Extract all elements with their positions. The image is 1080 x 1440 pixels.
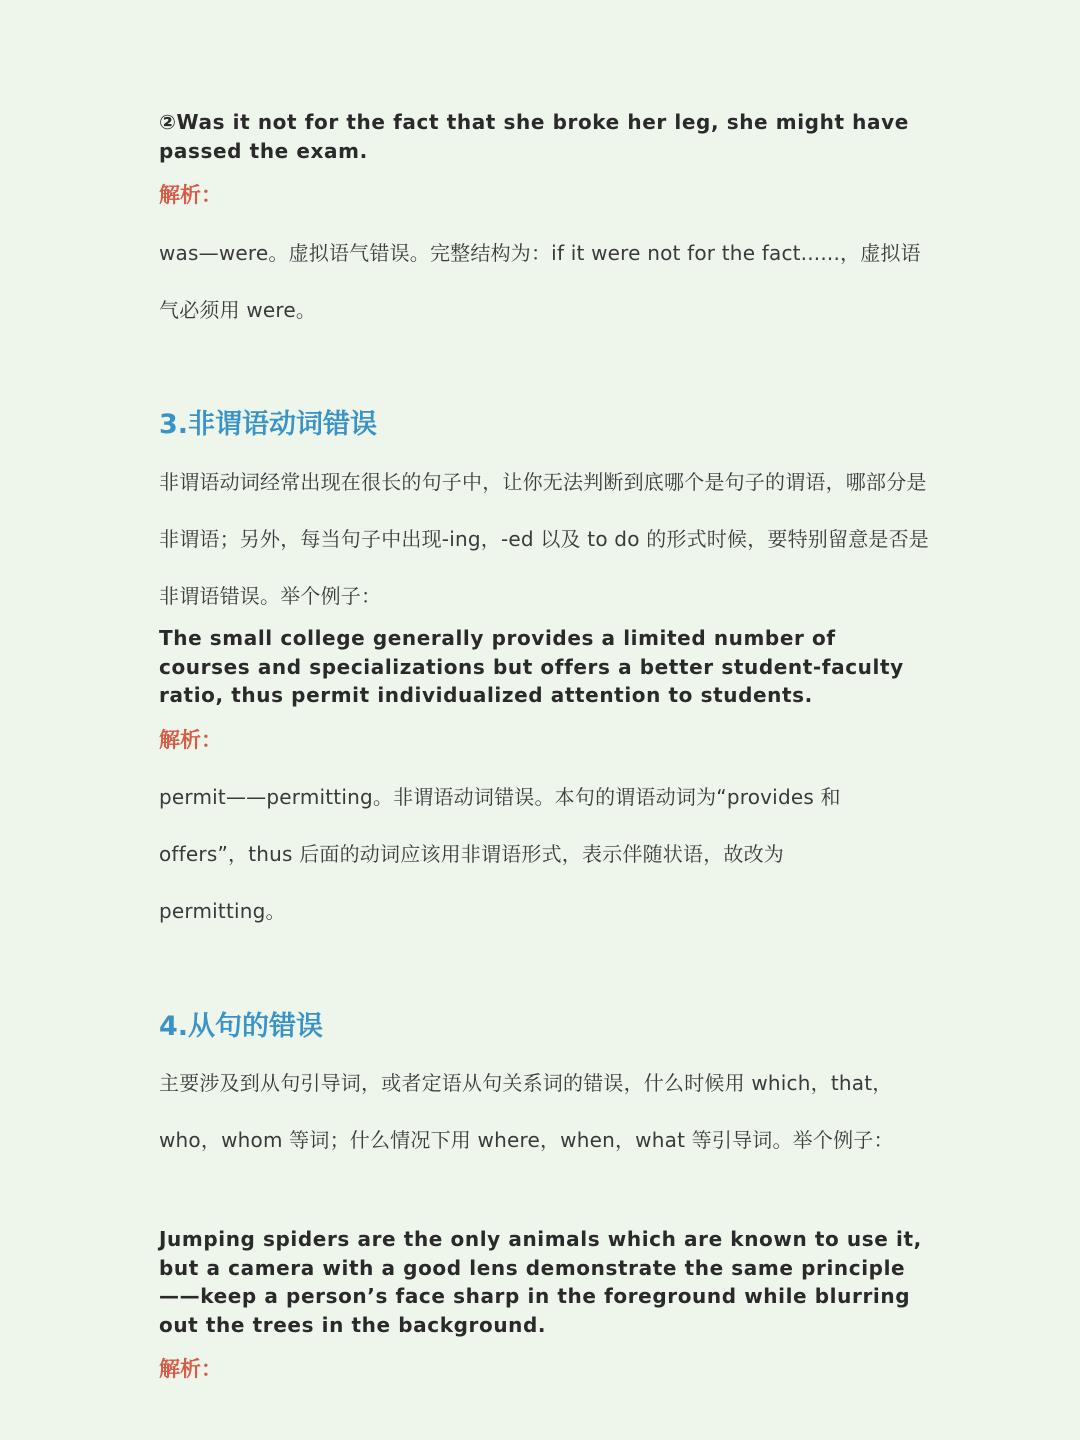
- section-heading-non-finite-verbs: 3.非谓语动词错误: [159, 409, 378, 440]
- example-sentence-3: The small college generally provides a limited number of courses and specializations but offers a better student-faculty ratio, thus permit individualized attention to students.: [159, 626, 904, 708]
- section-heading-clause-errors: 4.从句的错误: [159, 1011, 324, 1042]
- example-sentence-2: ②Was it not for the fact that she broke her leg, she might have passed the exam.: [159, 110, 909, 163]
- section-intro-text: 主要涉及到从句引导词，或者定语从句关系词的错误，什么时候用 which，that，who，whom 等词；什么情况下用 where，when，what 等引导词。举个例子：: [159, 1071, 894, 1152]
- analysis-text: permit——permitting。非谓语动词错误。本句的谓语动词为“provides 和 offers”，thus 后面的动词应该用非谓语形式，表示伴随状语，故改为 permitting。: [159, 785, 841, 923]
- example-sentence-4: Jumping spiders are the only animals which are known to use it, but a camera with a good lens demonstrate the same principle——keep a person’s face sharp in the foreground while blurring out the trees in the background.: [159, 1227, 922, 1337]
- analysis-label: 解析：: [159, 728, 222, 752]
- analysis-text: was—were。虚拟语气错误。完整结构为：if it were not for the fact......，虚拟语气必须用 were。: [159, 241, 921, 322]
- analysis-label: 解析：: [159, 1357, 222, 1381]
- section-intro-text: 非谓语动词经常出现在很长的句子中，让你无法判断到底哪个是句子的谓语，哪部分是非谓语；另外，每当句子中出现-ing，-ed 以及 to do 的形式时候，要特别留意是否是非谓语错误。举个例子：: [159, 470, 930, 608]
- analysis-label: 解析：: [159, 183, 222, 207]
